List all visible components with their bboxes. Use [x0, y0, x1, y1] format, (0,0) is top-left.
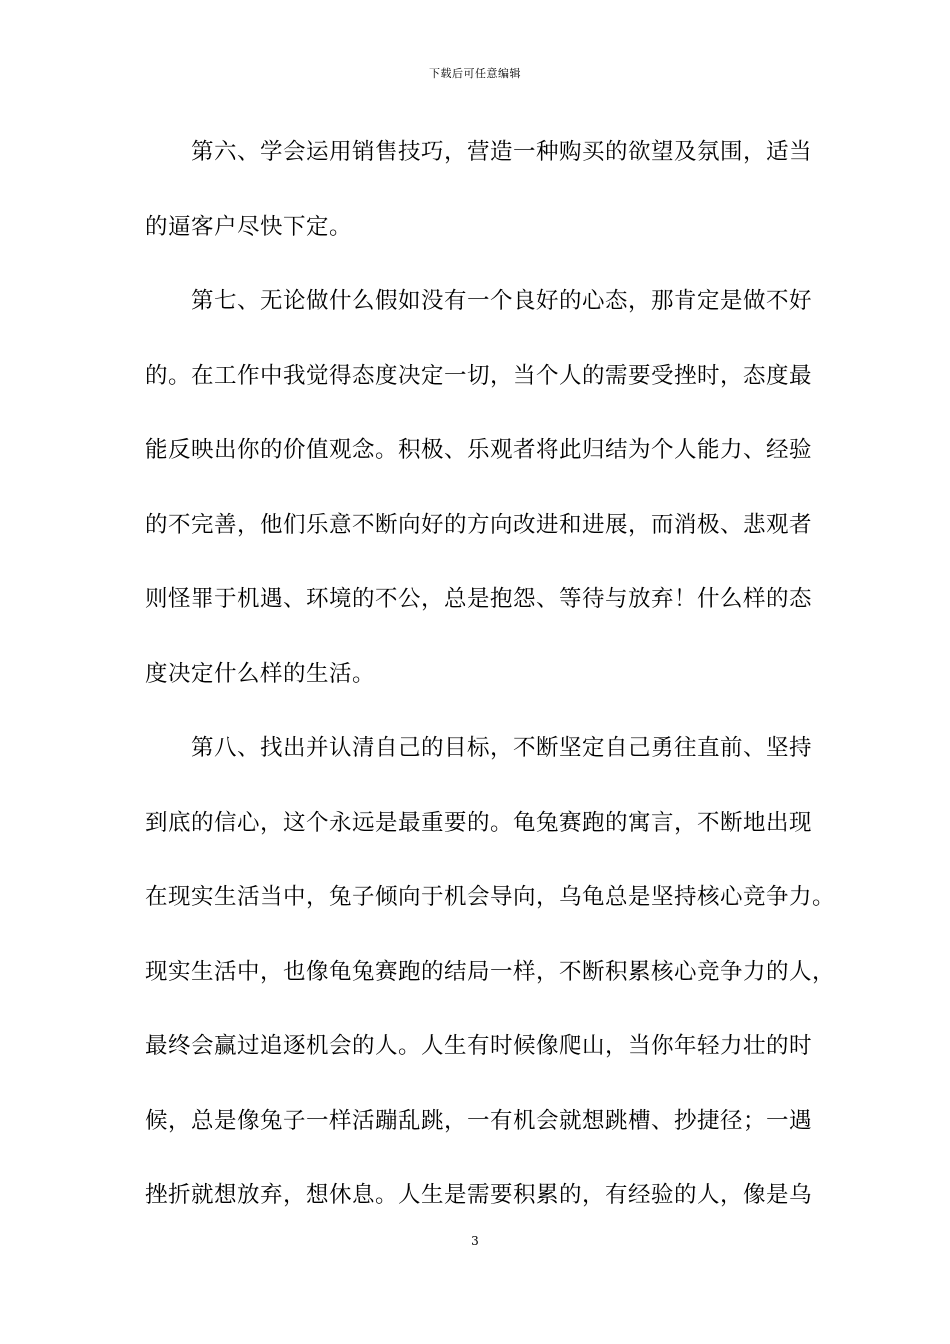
paragraph-line: 第七、无论做什么假如没有一个良好的心态，那肯定是做不好 — [191, 288, 813, 314]
paragraph-line: 最终会赢过追逐机会的人。人生有时候像爬山，当你年轻力壮的时 — [145, 1033, 813, 1059]
paragraph-line: 现实生活中，也像龟兔赛跑的结局一样，不断积累核心竞争力的人， — [145, 958, 836, 985]
paragraph-line: 的不完善，他们乐意不断向好的方向改进和进展，而消极、悲观者 — [145, 511, 813, 538]
paragraph-line: 挫折就想放弃，想休息。人生是需要积累的，有经验的人，像是乌 — [145, 1182, 813, 1208]
paragraph-line: 的。在工作中我觉得态度决定一切，当个人的需要受挫时，态度最 — [145, 362, 813, 389]
document-body — [145, 130, 836, 1248]
paragraph-line: 第八、找出并认清自己的目标，不断坚定自己勇往直前、坚持 — [191, 735, 813, 761]
paragraph-line: 到底的信心，这个永远是最重要的。龟兔赛跑的寓言，不断地出现 — [145, 809, 813, 836]
paragraph-line: 则怪罪于机遇、环境的不公，总是抱怨、等待与放弃！什么样的态 — [145, 586, 813, 612]
paragraph-line: 第六、学会运用销售技巧，营造一种购买的欲望及氛围，适当 — [191, 139, 813, 165]
paragraph-line: 候，总是像兔子一样活蹦乱跳，一有机会就想跳槽、抄捷径；一遇 — [145, 1107, 813, 1134]
paragraph-line: 能反映出你的价值观念。积极、乐观者将此归结为个人能力、经验 — [145, 437, 813, 463]
paragraph-line: 度决定什么样的生活。 — [145, 660, 376, 687]
paragraph-line: 的逼客户尽快下定。 — [145, 213, 353, 240]
page-header: 下载后可任意编辑 — [429, 67, 521, 80]
page-number: 3 — [471, 1234, 479, 1248]
paragraph-line: 在现实生活当中，兔子倾向于机会导向，乌龟总是坚持核心竞争力。 — [145, 884, 836, 910]
